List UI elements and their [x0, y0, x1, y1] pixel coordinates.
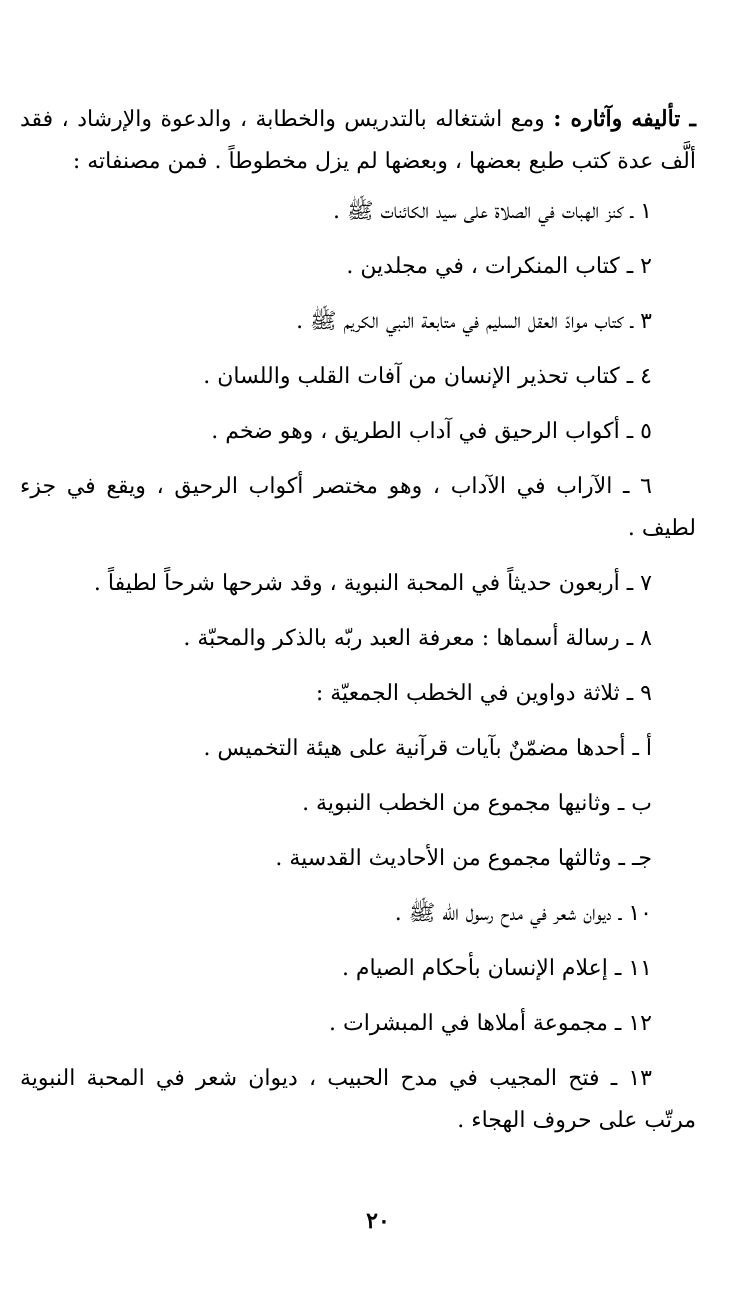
- list-item-6: ٦ ـ الآراب في الآداب ، وهو مختصر أكواب الرحيق ، ويقع في جزء لطيف .: [20, 474, 696, 541]
- intro-lead: ـ تأليفه وآثاره :: [553, 106, 696, 132]
- list-item-1: ١ ـ كنز الهبات في الصلاة على سيد الكائنات ﷺ .: [333, 199, 652, 224]
- page-body: [20, 98, 696, 1155]
- list-item-7: ٧ ـ أربعون حديثاً في المحبة النبوية ، وقد شرحها شرحاً لطيفاً .: [93, 571, 652, 596]
- list-item-12: ١٢ ـ مجموعة أملاها في المبشرات .: [329, 1011, 652, 1036]
- list-item-13: ١٣ ـ فتح المجيب في مدح الحبيب ، ديوان شعر في المحبة النبوية مرتّب على حروف الهجاء .: [20, 1066, 696, 1133]
- list-item-8: ٨ ـ رسالة أسماها : معرفة العبد ربّه بالذكر والمحبّة .: [183, 626, 652, 651]
- list-item-3: ٣ ـ كتاب موادّ العقل السليم في متابعة النبي الكريم ﷺ .: [296, 309, 652, 334]
- intro-paragraph: [20, 98, 696, 183]
- list-item-9a: أ ـ أحدها مضمّنٌ بآيات قرآنية على هيئة التخميس .: [203, 736, 652, 761]
- list-item-9b: ب ـ وثانيها مجموع من الخطب النبوية .: [302, 791, 652, 816]
- page-number: ٢٠: [366, 1208, 390, 1234]
- list-item-2: ٢ ـ كتاب المنكرات ، في مجلدين .: [346, 254, 652, 279]
- list-item-11: ١١ ـ إعلام الإنسان بأحكام الصيام .: [341, 956, 652, 981]
- list-item-10: ١٠ ـ ديوان شعر في مدح رسول الله ﷺ .: [394, 901, 652, 926]
- list-item-5: ٥ ـ أكواب الرحيق في آداب الطريق ، وهو ضخم .: [211, 419, 652, 444]
- list-item-9c: جـ ـ وثالثها مجموع من الأحاديث القدسية .: [275, 846, 652, 871]
- list-item-9: ٩ ـ ثلاثة دواوين في الخطب الجمعيّة :: [315, 681, 652, 706]
- intro-text: ومع اشتغاله بالتدريس والخطابة ، والدعوة والإرشاد ، فقد ألَّف عدة كتب طبع بعضها ، وبعضها لم يزل مخطوطاً . فمن مصنفاته :: [20, 107, 696, 174]
- list-item-4: ٤ ـ كتاب تحذير الإنسان من آفات القلب واللسان .: [203, 364, 652, 389]
